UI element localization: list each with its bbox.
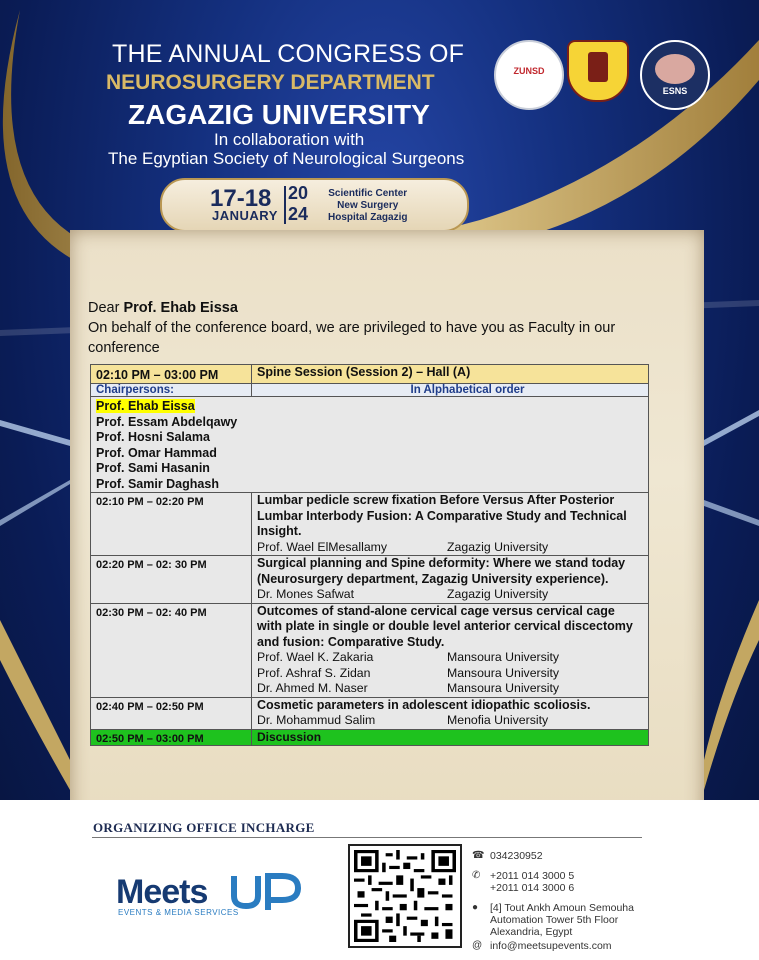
event-days: 17-18 <box>210 185 272 212</box>
speaker <box>257 713 643 729</box>
greeting <box>88 298 688 318</box>
speaker <box>257 587 643 603</box>
venue-line-2: New Surgery <box>337 200 399 211</box>
speaker-affiliation: Zagazig University <box>447 539 549 554</box>
speaker-affiliation: Mansoura University <box>447 665 560 680</box>
talk-row <box>91 697 649 729</box>
speaker-name: Prof. Ashraf S. Zidan <box>257 665 371 680</box>
email-address[interactable]: info@meetsupevents.com <box>490 940 612 952</box>
mobile-number-2: +2011 014 3000 6 <box>490 882 575 894</box>
congress-title: THE ANNUAL CONGRESS OF <box>112 40 465 68</box>
email-row <box>472 940 634 952</box>
qr-code[interactable] <box>348 844 462 948</box>
venue-line-1: Scientific Center <box>328 188 408 199</box>
alphabetical-note: In Alphabetical order <box>252 384 649 397</box>
zagazig-university-seal <box>567 40 629 102</box>
chair-name: Prof. Omar Hammad <box>96 445 217 460</box>
talk-title: Outcomes of stand-alone cervical cage versus cervical cage with plate in single or double level anterior cervical discectomy and fusion: Comparative Study. <box>257 603 633 649</box>
phone-icon: ☎ <box>472 850 485 861</box>
chair-name: Prof. Ehab Eissa <box>96 399 195 413</box>
speaker-name: Prof. Wael K. Zakaria <box>257 650 374 664</box>
footer-divider <box>92 837 642 838</box>
session-table <box>90 364 649 746</box>
organizing-office-label: ORGANIZING OFFICE INCHARGE <box>93 820 315 835</box>
brand-name: Meets <box>116 873 208 911</box>
society-name: The Egyptian Society of Neurological Surgeons <box>108 149 465 168</box>
discussion-time: 02:50 PM – 03:00 PM <box>91 729 252 745</box>
discussion-label: Discussion <box>252 729 649 745</box>
chair-name: Prof. Samir Daghash <box>96 476 219 491</box>
header <box>0 0 759 260</box>
address-line-3: Alexandria, Egypt <box>490 926 573 938</box>
address-row <box>472 902 634 938</box>
up-mark-icon <box>226 872 306 912</box>
speaker <box>257 650 643 666</box>
event-year-bottom: 24 <box>288 204 309 224</box>
talk-row <box>91 493 649 556</box>
speaker-affiliation: Zagazig University <box>447 587 549 601</box>
esns-logo <box>640 40 710 110</box>
chairpersons-row <box>91 397 649 493</box>
letter-body: On behalf of the conference board, we are privileged to have you as Faculty in our conference <box>88 320 616 356</box>
talk-time: 02:10 PM – 02:20 PM <box>91 493 252 556</box>
talk-title: Cosmetic parameters in adolescent idiopathic scoliosis. <box>257 697 591 712</box>
landline-number: 034230952 <box>490 850 543 862</box>
talk-title: Surgical planning and Spine deformity: Where we stand today (Neurosurgery department, Zagazig University experience). <box>257 556 626 586</box>
brand-tagline: EVENTS & MEDIA SERVICES <box>118 908 239 917</box>
zunsd-logo <box>494 40 564 110</box>
event-date-box <box>160 178 469 232</box>
talk-time: 02:30 PM – 02: 40 PM <box>91 603 252 697</box>
event-month: JANUARY <box>212 208 278 223</box>
greeting-prefix: Dear <box>88 300 124 316</box>
speaker-name: Dr. Mones Safwat <box>257 587 355 601</box>
chairpersons-label: Chairpersons: <box>91 384 252 397</box>
speaker-name: Dr. Mohammud Salim <box>257 713 376 727</box>
talk-row <box>91 603 649 697</box>
chair-name: Prof. Essam Abdelqawy <box>96 414 238 429</box>
invitation-letter <box>88 298 688 358</box>
mobile-row <box>472 870 634 894</box>
recipient-name: Prof. Ehab Eissa <box>123 300 238 316</box>
university-title: ZAGAZIG UNIVERSITY <box>128 99 430 130</box>
location-pin-icon: ● <box>472 902 479 913</box>
email-icon: @ <box>472 940 483 951</box>
mobile-number-1: +2011 014 3000 5 <box>490 870 575 882</box>
discussion-row <box>91 729 649 745</box>
talk-title: Lumbar pedicle screw fixation Before Versus After Posterior Lumbar Interbody Fusion: A Comparative Study and Technical Insight. <box>257 493 627 538</box>
speaker <box>257 666 643 682</box>
speaker-name: Dr. Ahmed M. Naser <box>257 681 368 695</box>
landline-row <box>472 850 634 862</box>
speaker-name: Prof. Wael ElMesallamy <box>257 539 388 554</box>
speaker-affiliation: Mansoura University <box>447 650 560 664</box>
speaker-affiliation: Mansoura University <box>447 681 560 695</box>
session-time: 02:10 PM – 03:00 PM <box>91 365 252 384</box>
chairpersons-header-row <box>91 384 649 397</box>
talk-row <box>91 556 649 604</box>
department-title: NEUROSURGERY DEPARTMENT <box>106 71 435 94</box>
speaker <box>257 681 643 697</box>
session-header-row <box>91 365 649 384</box>
speaker-affiliation: Menofia University <box>447 713 549 727</box>
chair-name: Prof. Hosni Salama <box>96 430 210 444</box>
session-title: Spine Session (Session 2) – Hall (A) <box>252 365 649 384</box>
zunsd-logo-text: ZUNSD <box>513 66 545 76</box>
mobile-icon: ✆ <box>472 870 481 881</box>
address-line-1: [4] Tout Ankh Amoun Semouha <box>490 902 634 914</box>
speaker <box>257 540 643 556</box>
event-year-top: 20 <box>288 183 309 203</box>
talk-time: 02:20 PM – 02: 30 PM <box>91 556 252 604</box>
venue-line-3: Hospital Zagazig <box>328 212 408 223</box>
date-divider <box>284 186 286 224</box>
address-line-2: Automation Tower 5th Floor <box>490 914 619 926</box>
talk-time: 02:40 PM – 02:50 PM <box>91 697 252 729</box>
contact-info <box>472 850 634 960</box>
esns-logo-text: ESNS <box>662 86 688 96</box>
event-venue <box>328 188 407 224</box>
collaboration-label: In collaboration with <box>214 130 365 149</box>
chair-name: Prof. Sami Hasanin <box>96 461 210 475</box>
